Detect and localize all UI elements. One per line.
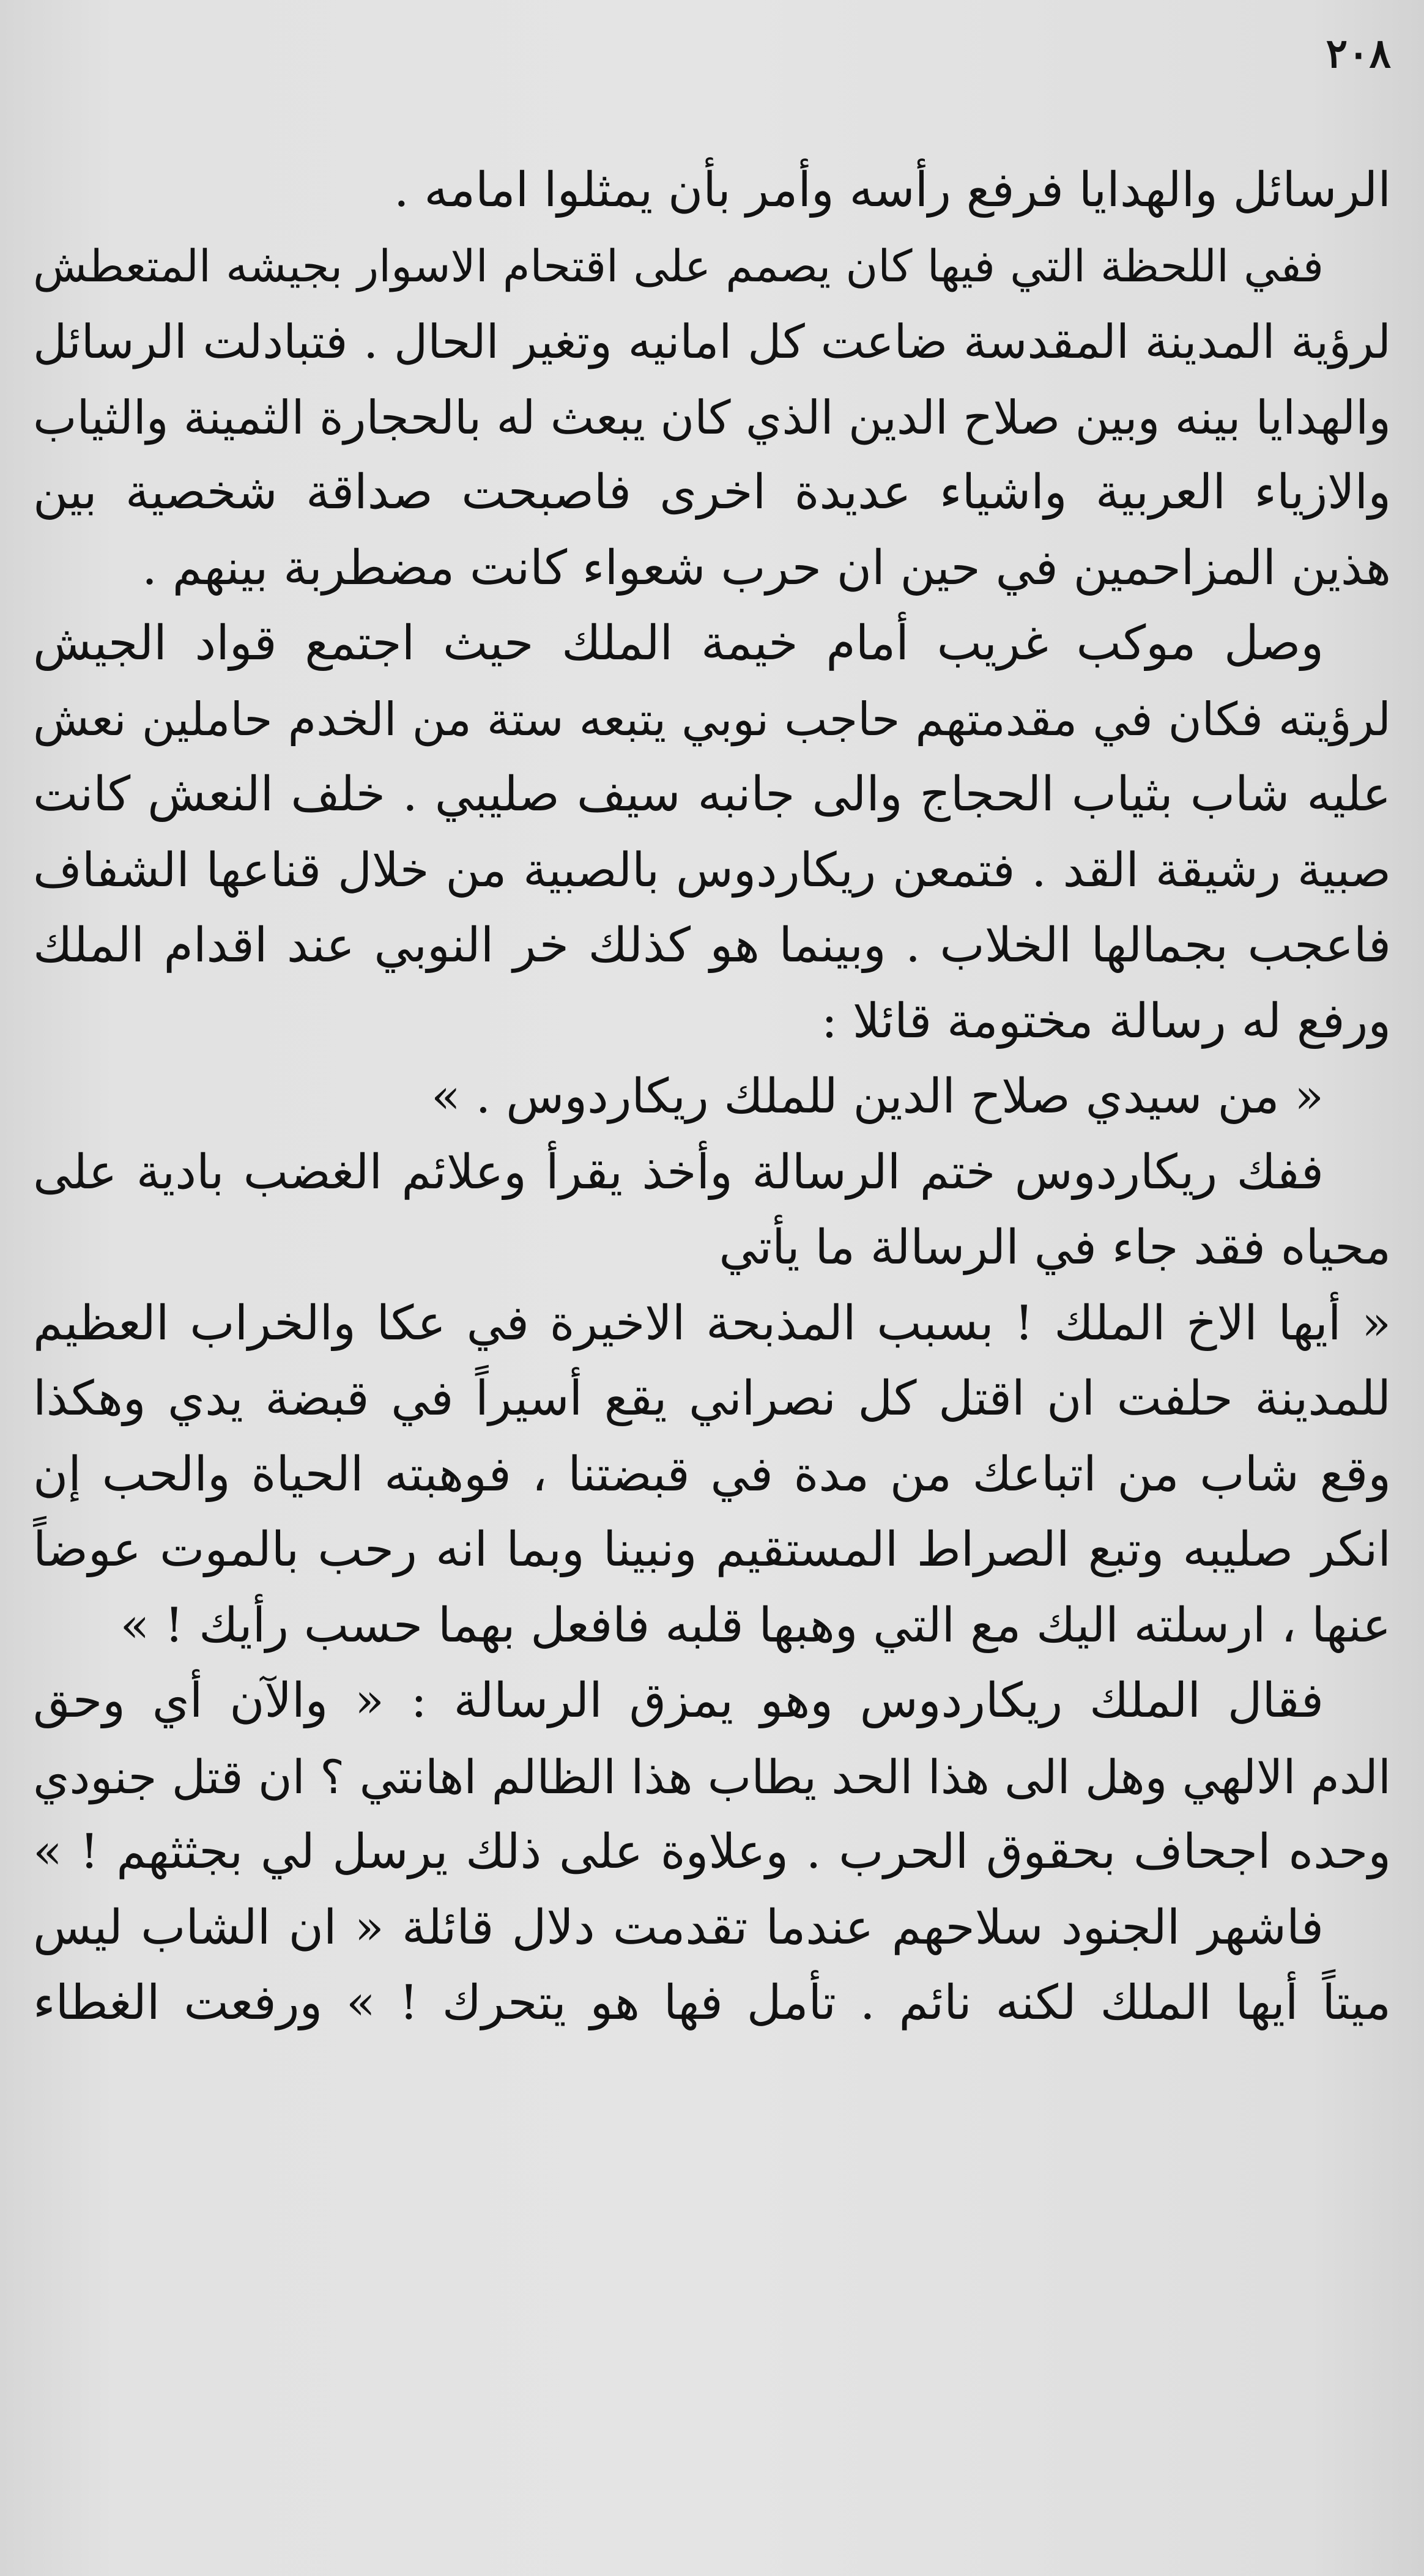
text-line: « أيها الاخ الملك ! بسبب المذبحة الاخيرة في عكا والخراب العظيم <box>33 1295 1391 1351</box>
text-line: ميتاً أيها الملك لكنه نائم . تأمل فها هو يتحرك ! » ورفعت الغطاء <box>33 1975 1391 2030</box>
text-line: ورفع له رسالة مختومة قائلا : <box>821 993 1391 1049</box>
text-line: ففك ريكاردوس ختم الرسالة وأخذ يقرأ وعلائم الغضب بادية على <box>33 1144 1324 1200</box>
text-line: الرسائل والهدايا فرفع رأسه وأمر بأن يمثلوا امامه . <box>393 163 1391 218</box>
text-line: فقال الملك ريكاردوس وهو يمزق الرسالة : « والآن أي وحق <box>33 1673 1324 1728</box>
text-line: والازياء العربية واشياء عديدة اخرى فاصبحت صداقة شخصية بين <box>33 465 1391 520</box>
text-line: ففي اللحظة التي فيها كان يصمم على اقتحام الاسوار بجيشه المتعطش <box>33 240 1324 292</box>
text-line: لرؤية المدينة المقدسة ضاعت كل امانيه وتغير الحال . فتبادلت الرسائل <box>33 314 1391 369</box>
text-line: والهدايا بينه وبين صلاح الدين الذي كان يبعث له بالحجارة الثمينة والثياب <box>33 390 1391 445</box>
text-line: للمدينة حلفت ان اقتل كل نصراني يقع أسيراً في قبضة يدي وهكذا <box>33 1371 1391 1426</box>
body-text <box>33 153 1391 2041</box>
text-line: « من سيدي صلاح الدين للملك ريكاردوس . » <box>431 1069 1324 1124</box>
text-line: عليه شاب بثياب الحجاج والى جانبه سيف صليبي . خلف النعش كانت <box>33 767 1391 822</box>
text-line: لرؤيته فكان في مقدمتهم حاجب نوبي يتبعه ستة من الخدم حاملين نعش <box>33 692 1391 746</box>
page-number: ٢٠٨ <box>1326 29 1391 77</box>
text-line: صبية رشيقة القد . فتمعن ريكاردوس بالصبية من خلال قناعها الشفاف <box>33 843 1391 898</box>
text-line: وصل موكب غريب أمام خيمة الملك حيث اجتمع قواد الجيش <box>33 616 1324 671</box>
text-line: فاعجب بجمالها الخلاب . وبينما هو كذلك خر النوبي عند اقدام الملك <box>33 918 1391 973</box>
text-line: وحده اجحاف بحقوق الحرب . وعلاوة على ذلك يرسل لي بجثثهم ! » <box>33 1824 1391 1879</box>
text-line: انكر صليبه وتبع الصراط المستقيم ونبينا وبما انه رحب بالموت عوضاً <box>33 1522 1391 1577</box>
text-line: فاشهر الجنود سلاحهم عندما تقدمت دلال قائلة « ان الشاب ليس <box>33 1900 1324 1955</box>
text-line: وقع شاب من اتباعك من مدة في قبضتنا ، فوهبته الحياة والحب إن <box>33 1446 1391 1502</box>
text-line: هذين المزاحمين في حين ان حرب شعواء كانت مضطربة بينهم . <box>142 540 1391 596</box>
text-line: عنها ، ارسلته اليك مع التي وهبها قلبه فافعل بهما حسب رأيك ! » <box>120 1597 1391 1653</box>
text-line: الدم الالهي وهل الى هذا الحد يطاب هذا الظالم اهانتي ؟ ان قتل جنودي <box>33 1749 1391 1804</box>
text-line: محياه فقد جاء في الرسالة ما يأتي <box>719 1220 1391 1275</box>
